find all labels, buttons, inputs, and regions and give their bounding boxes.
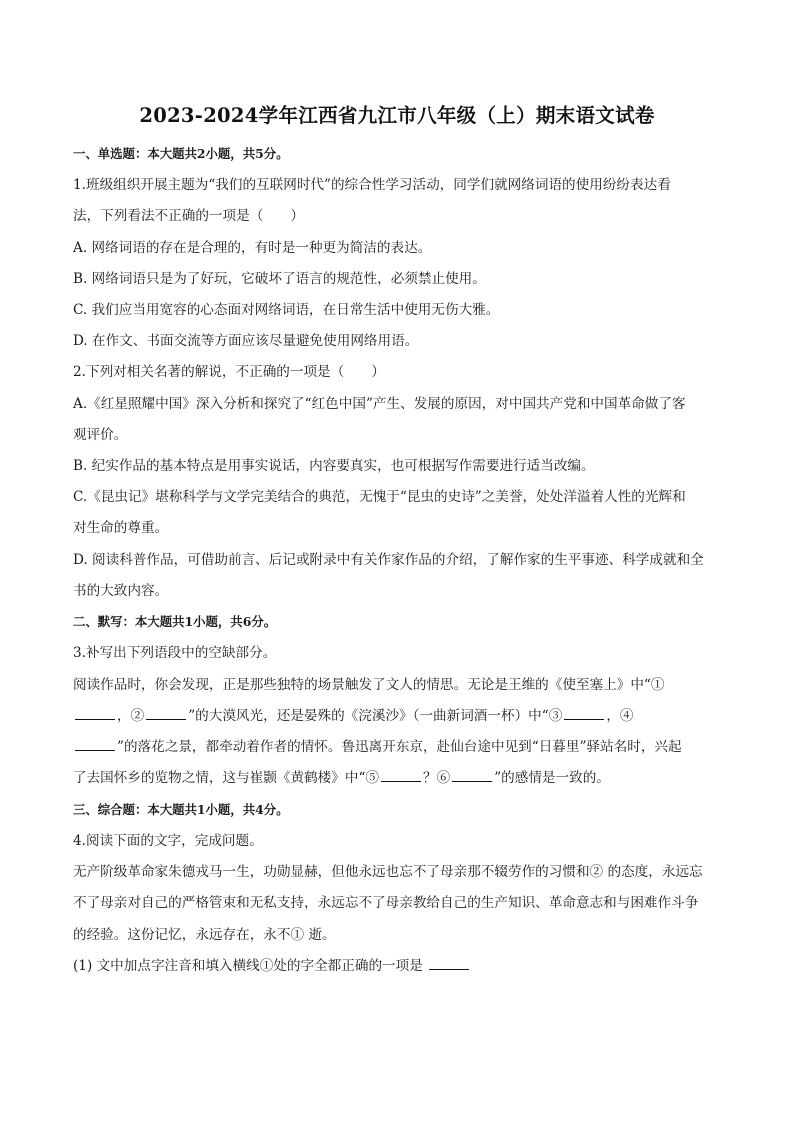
answer-blank-6[interactable]	[452, 769, 492, 782]
exam-title: 2023-2024学年江西省九江市八年级（上）期末语文试卷	[139, 104, 655, 127]
q3-paragraph-line-1: 阅读作品时，你会发现，正是那些独特的场景触发了文人的情思。无论是王维的《使至塞上》中“①	[73, 677, 665, 693]
q1-option-a: A. 网络词语的存在是合理的，有时是一种更为简洁的表达。	[73, 240, 432, 256]
q2-option-c-line-1: C.《昆虫记》堪称科学与文学完美结合的典范，无愧于“昆虫的史诗”之美誉，处处洋溢着人性的光辉和	[73, 489, 686, 505]
q4-subquestion-1	[73, 956, 471, 976]
q3-paragraph-line-2	[73, 706, 634, 726]
q3-text: ”的感情是一致的。	[494, 770, 610, 786]
section-heading-desc: 本大题共1小题，共4分。	[147, 802, 289, 817]
q2-option-a-line-2: 观评价。	[73, 427, 128, 443]
q3-text: ，②	[117, 708, 145, 724]
section-heading-label: 三、综合题：	[73, 802, 148, 817]
section-heading-desc: 本大题共2小题，共5分。	[147, 146, 289, 161]
q1-option-b: B. 网络词语只是为了好玩，它破坏了语言的规范性，必须禁止使用。	[73, 271, 486, 287]
section-heading-label: 二、默写：	[73, 614, 135, 629]
q3-text: ”的大漠风光，还是晏殊的《浣溪沙》（一曲新词酒一杯）中“③	[188, 708, 563, 724]
q4-passage-line-1: 无产阶级革命家朱德戎马一生，功勋显赫，但他永远也忘不了母亲那不辍劳作的习惯和② 的态度，永远忘	[73, 864, 703, 880]
q3-text: 了去国怀乡的览物之情，这与崔颢《黄鹤楼》中“⑤	[73, 770, 380, 786]
q3-paragraph-line-3	[73, 737, 682, 757]
q1-stem-line-2: 法，下列看法不正确的一项是（ ）	[73, 208, 305, 224]
answer-blank-q4-1[interactable]	[429, 957, 469, 970]
q3-stem: 3.补写出下列语段中的空缺部分。	[73, 645, 277, 661]
q3-text: ，④	[606, 708, 634, 724]
q2-option-c-line-2: 对生命的尊重。	[73, 520, 169, 536]
q1-option-c: C. 我们应当用宽容的心态面对网络词语，在日常生活中使用无伤大雅。	[73, 302, 500, 318]
q2-option-d-line-2: 书的大致内容。	[73, 583, 169, 599]
q3-paragraph-line-4	[73, 768, 610, 788]
q2-stem: 2.下列对相关名著的解说，不正确的一项是（ ）	[73, 364, 386, 380]
q1-stem-line-1: 1.班级组织开展主题为“我们的互联网时代”的综合性学习活动，同学们就网络词语的使用纷纷表达看	[73, 177, 671, 193]
q2-option-b: B. 纪实作品的基本特点是用事实说话，内容要真实，也可根据写作需要进行适当改编。	[73, 458, 595, 474]
answer-blank-3[interactable]	[564, 707, 604, 720]
section-heading-2	[73, 612, 276, 632]
section-heading-label: 一、单选题：	[73, 146, 148, 161]
section-heading-1	[73, 144, 289, 164]
q4-passage-line-2: 不了母亲对自己的严格管束和无私支持，永远忘不了母亲教给自己的生产知识、革命意志和与困难作斗争	[73, 895, 699, 911]
section-heading-3	[73, 800, 289, 820]
answer-blank-1[interactable]	[75, 707, 115, 720]
section-heading-desc: 本大题共1小题，共6分。	[134, 614, 277, 629]
q4-passage-line-3: 的经验。这份记忆，永远存在，永不① 逝。	[73, 927, 336, 943]
q1-option-d: D. 在作文、书面交流等方面应该尽量避免使用网络用语。	[73, 333, 419, 349]
q2-option-a-line-1: A.《红星照耀中国》深入分析和探究了“红色中国”产生、发展的原因，对中国共产党和中国革命做了客	[73, 396, 686, 412]
q3-text: ？⑥	[423, 770, 451, 786]
answer-blank-5[interactable]	[381, 769, 421, 782]
q4-stem: 4.阅读下面的文字，完成问题。	[73, 833, 263, 849]
answer-blank-2[interactable]	[146, 707, 186, 720]
q2-option-d-line-1: D. 阅读科普作品，可借助前言、后记或附录中有关作家作品的介绍，了解作家的生平事迹、科学成就和全	[73, 552, 704, 568]
q3-text: ”的落花之景，都牵动着作者的情怀。鲁迅离开东京，赴仙台途中见到“日暮里”驿站名时，兴起	[117, 739, 682, 755]
q4-subquestion-text: (1) 文中加点字注音和填入横线①处的字全都正确的一项是	[73, 958, 423, 974]
answer-blank-4[interactable]	[75, 738, 115, 751]
